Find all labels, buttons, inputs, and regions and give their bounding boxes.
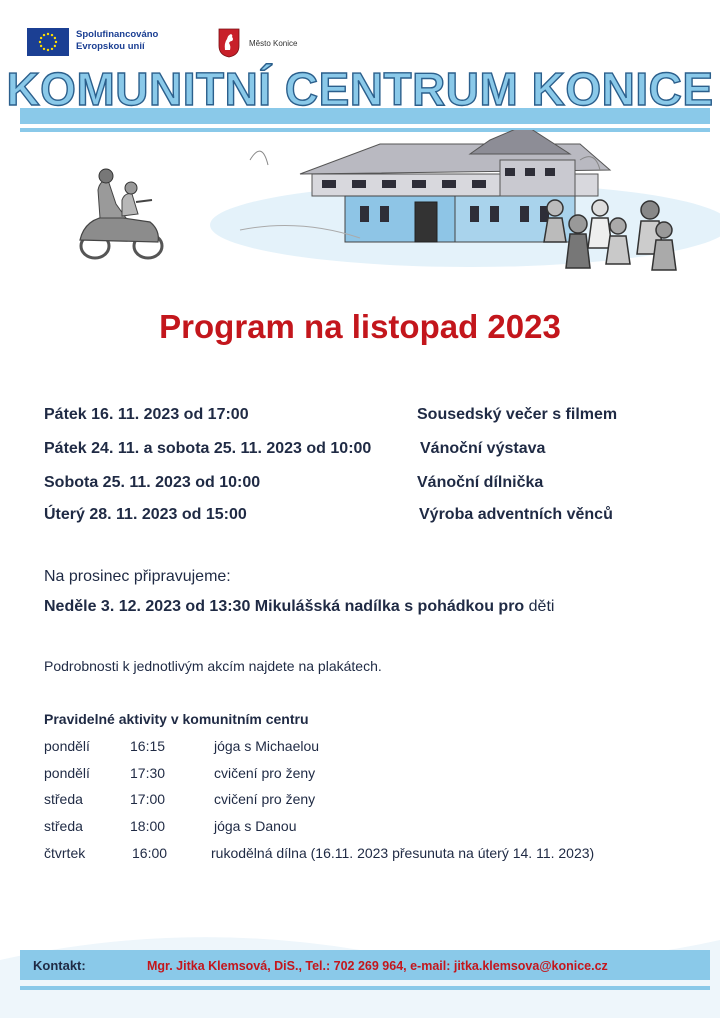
event-name: Vánoční dílnička: [417, 474, 544, 491]
eu-flag-logo: [27, 28, 69, 56]
activity-day: pondělí: [44, 738, 90, 754]
event-date: Sobota 25. 11. 2023 od 10:00: [44, 474, 261, 491]
event-name: Vánoční výstava: [420, 440, 546, 457]
activity-name: cvičení pro ženy: [214, 791, 316, 807]
community-center-illustration: [0, 130, 720, 280]
event-name: Sousedský večer s filmem: [417, 406, 618, 423]
activity-name: rukodělná dílna (16.11. 2023 přesunuta na úterý 14. 11. 2023): [211, 845, 595, 861]
activity-name: jóga s Michaelou: [214, 738, 320, 754]
activity-time: 17:30: [130, 765, 166, 781]
activity-time: 18:00: [130, 818, 166, 834]
december-event-rest: děti: [524, 598, 555, 615]
city-name: Město Konice: [249, 39, 298, 48]
activity-day: středa: [44, 791, 83, 807]
activity-time: 16:15: [130, 738, 166, 754]
details-note: Podrobnosti k jednotlivým akcím najdete na plakátech.: [44, 658, 382, 674]
activity-name: jóga s Danou: [214, 818, 297, 834]
activity-name: cvičení pro ženy: [214, 765, 316, 781]
activity-day: středa: [44, 818, 83, 834]
event-row: [44, 440, 684, 464]
bottom-line: [20, 986, 710, 990]
december-intro: Na prosinec připravujeme:: [44, 568, 231, 585]
contact-info: Mgr. Jitka Klemsová, DiS., Tel.: 702 269 964, e-mail: jitka.klemsova@konice.cz: [147, 959, 608, 973]
contact-label: Kontakt:: [33, 958, 86, 973]
main-title: KOMUNITNÍ CENTRUM KONICE: [6, 63, 714, 115]
activity-day: čtvrtek: [44, 845, 86, 861]
event-row: [44, 474, 684, 498]
december-event: [44, 598, 554, 616]
eu-cofinanced-text: [76, 29, 158, 53]
event-date: Úterý 28. 11. 2023 od 15:00: [44, 506, 247, 523]
event-row: [44, 506, 684, 530]
activity-time: 16:00: [132, 845, 168, 861]
program-title: Program na listopad 2023: [159, 308, 561, 345]
december-event-bold: Neděle 3. 12. 2023 od 13:30 Mikulášská nadílka s pohádkou pro: [44, 598, 525, 615]
event-row: [44, 406, 684, 430]
scooter-riders-drawing: [80, 169, 162, 258]
city-crest-logo: [218, 28, 240, 58]
eu-text-line1: Spolufinancováno: [76, 29, 159, 40]
event-name: Výroba adventních věnců: [419, 506, 613, 523]
activity-day: pondělí: [44, 765, 90, 781]
event-date: Pátek 24. 11. a sobota 25. 11. 2023 od 10:00: [44, 440, 372, 457]
event-date: Pátek 16. 11. 2023 od 17:00: [44, 406, 249, 423]
activity-time: 17:00: [130, 791, 166, 807]
eu-text-line2: Evropskou unií: [76, 41, 145, 52]
activities-title: Pravidelné aktivity v komunitním centru: [44, 711, 309, 727]
